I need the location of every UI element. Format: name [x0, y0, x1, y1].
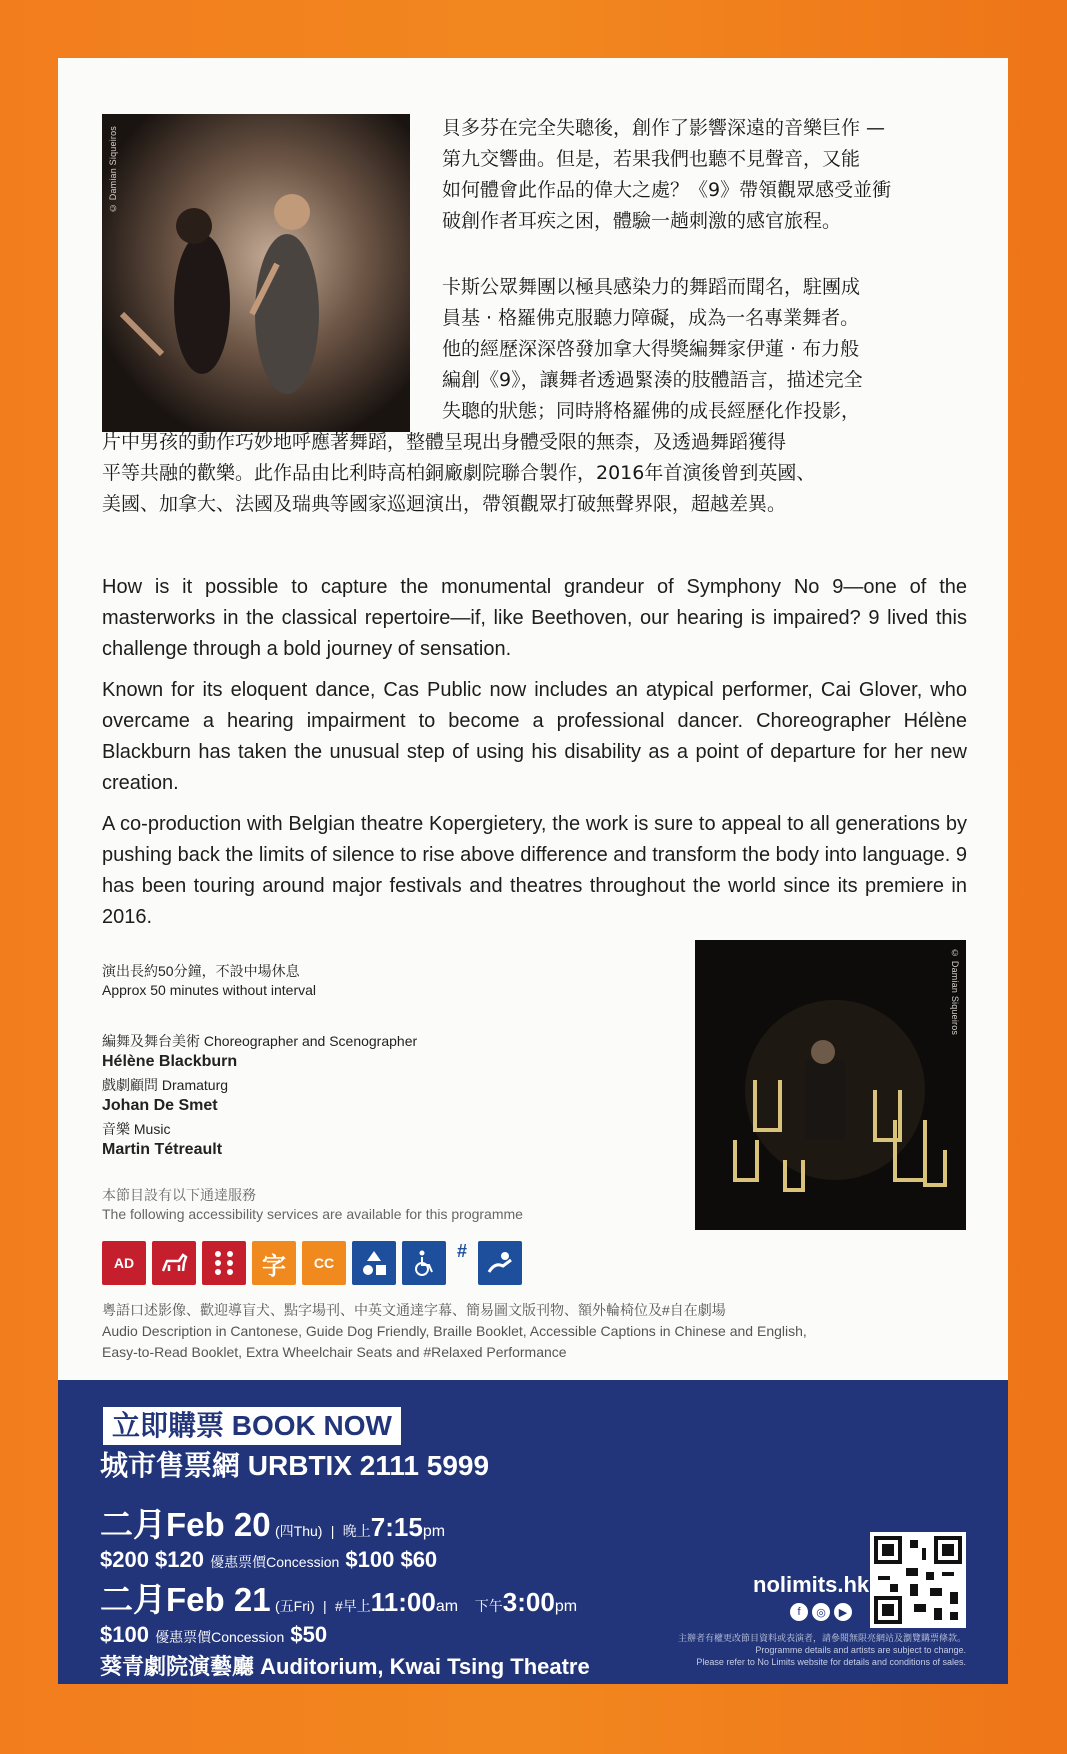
accessibility-description: [102, 1300, 807, 1363]
book-now-label: 立即購票 BOOK NOW: [103, 1407, 401, 1445]
show-feb-20: 二月Feb 20 (四Thu) | 晚上7:15pm $200 $120 優惠票價Concession $100 $60: [100, 1506, 446, 1572]
youtube-icon[interactable]: ▶: [834, 1603, 852, 1621]
chinese-intro-line: 如何體會此作品的偉大之處？《9》帶領觀眾感受並衝: [442, 179, 892, 201]
chinese-body-narrow: [442, 272, 967, 427]
accessibility-desc-en: Easy-to-Read Booklet, Extra Wheelchair Seats and #Relaxed Performance: [102, 1344, 567, 1360]
photo-credit: © Damian Siqueiros: [108, 126, 118, 214]
urbtix-hotline: 城市售票網 URBTIX 2111 5999: [100, 1450, 490, 1481]
concession-prices: $50: [290, 1622, 328, 1647]
easy-read-icon: [352, 1241, 396, 1285]
instagram-icon[interactable]: ◎: [812, 1603, 830, 1621]
disclaimer-en: Please refer to No Limits website for details and conditions of sales.: [696, 1657, 966, 1667]
chinese-body-line: 員基 · 格羅佛克服聽力障礙，成為一名專業舞者。: [442, 307, 860, 329]
disclaimer-en: Programme details and artists are subject to change.: [755, 1645, 966, 1655]
accessibility-desc-zh: 粵語口述影像、歡迎導盲犬、點字場刊、中英文通達字幕、簡易圖文版刊物、額外輪椅位及#自在劇場: [102, 1302, 726, 1318]
chinese-captions-icon: 字: [252, 1241, 296, 1285]
show-day: (四Thu): [275, 1523, 323, 1539]
disclaimer-zh: 主辦者有權更改節目資料或表演者，請參閱無限亮網站及瀏覽購票條款。: [677, 1633, 966, 1643]
chinese-body-line: 卡斯公眾舞團以極具感染力的舞蹈而聞名，駐團成: [442, 276, 861, 298]
credit-role: 戲劇顧問 Dramaturg: [102, 1077, 229, 1093]
website-link[interactable]: nolimits.hk: [753, 1572, 870, 1597]
facebook-icon[interactable]: f: [790, 1603, 808, 1621]
show-time: 7:15: [370, 1512, 423, 1542]
show-ampm: pm: [422, 1523, 446, 1540]
dance-photo-chairs: [695, 940, 966, 1230]
concession-label: 優惠票價Concession: [155, 1629, 285, 1645]
closed-captions-icon: CC: [302, 1241, 346, 1285]
chinese-body-line: 美國、加拿大、法國及瑞典等國家巡迴演出，帶領觀眾打破無聲界限，超越差異。: [102, 493, 787, 515]
credit-name: Martin Tétreault: [102, 1141, 223, 1158]
concession-label: 優惠票價Concession: [210, 1554, 340, 1570]
chinese-body-line: 編創《9》，讓舞者透過緊湊的肢體語言，描述完全: [442, 369, 863, 391]
show-date: 二月Feb 20: [100, 1506, 271, 1543]
venue: 葵青劇院演藝廳 Auditorium, Kwai Tsing Theatre: [100, 1654, 590, 1679]
credits-list: [102, 1032, 417, 1164]
chinese-body-line: 片中男孩的動作巧妙地呼應著舞蹈，整體呈現出身體受限的無柰，及透過舞蹈獲得: [102, 431, 787, 453]
chinese-intro-line: 破創作者耳疾之困，體驗一趟刺激的感官旅程。: [442, 210, 842, 232]
show-day: (五Fri): [275, 1598, 315, 1614]
show-feb-21: 二月Feb 21 (五Fri) | #早上11:00am 下午3:00pm $100 優惠票價Concession $50: [100, 1581, 578, 1647]
chinese-intro-line: 貝多芬在完全失聰後，創作了影響深遠的音樂巨作 —: [442, 117, 886, 139]
dance-photo-duo: [102, 114, 410, 432]
photo-credit: © Damian Siqueiros: [950, 948, 960, 1036]
show-time: 3:00: [502, 1587, 555, 1617]
show-ampm: pm: [554, 1598, 578, 1615]
social-icons: [790, 1603, 852, 1621]
duration: [102, 962, 316, 1000]
show-period: 晚上: [342, 1523, 371, 1539]
accessibility-title-zh: 本節目設有以下通達服務: [102, 1187, 256, 1203]
chinese-intro: [442, 113, 967, 237]
accessibility-icons: [102, 1241, 522, 1285]
credit-role: 編舞及舞台美術 Choreographer and Scenographer: [102, 1033, 418, 1049]
credit-name: Hélène Blackburn: [102, 1053, 238, 1070]
disclaimer: [640, 1632, 966, 1668]
chinese-body-wide: [102, 427, 967, 520]
braille-icon: [202, 1241, 246, 1285]
accessibility-title: [102, 1186, 523, 1224]
relaxed-mark: #: [334, 1598, 343, 1614]
audio-description-icon: AD: [102, 1241, 146, 1285]
relaxed-performance-icon: [478, 1241, 522, 1285]
credit-name: Johan De Smet: [102, 1097, 218, 1114]
relaxed-mark-icon: #: [456, 1241, 467, 1261]
english-paragraph: How is it possible to capture the monumental grandeur of Symphony No 9—one of the masterworks in the classical repertoire—if, like Beethoven, our hearing is impaired? 9 lived this challenge through a bold journey of sensation.: [102, 576, 967, 660]
english-paragraph: Known for its eloquent dance, Cas Public now includes an atypical performer, Cai Glover, who overcame a hearing impairment to become a professional dancer. Choreographer Hélène Blackburn has taken the unusual step of using his disability as a point of departure for her new creation.: [102, 679, 967, 794]
chinese-intro-line: 第九交響曲。但是，若果我們也聽不見聲音，又能: [442, 148, 861, 170]
show-prices: $200 $120: [100, 1547, 204, 1572]
duration-zh: 演出長約50分鐘，不設中場休息: [102, 963, 300, 979]
chinese-body-line: 失聰的狀態；同時將格羅佛的成長經歷化作投影，: [442, 400, 861, 422]
wheelchair-icon: [402, 1241, 446, 1285]
english-description: [102, 572, 967, 943]
guide-dog-icon: [152, 1241, 196, 1285]
show-period: 早上: [342, 1598, 371, 1614]
concession-prices: $100 $60: [345, 1547, 438, 1572]
qr-code[interactable]: [870, 1532, 966, 1628]
show-time: 11:00: [370, 1587, 436, 1617]
show-prices: $100: [100, 1622, 149, 1647]
english-paragraph: A co-production with Belgian theatre Kopergietery, the work is sure to appeal to all generations by pushing back the limits of silence to rise above difference and transform the body into language. 9 has been touring around major festivals and theatres throughout the world since its premiere in 2016.: [102, 813, 967, 928]
chinese-body-line: 平等共融的歡樂。此作品由比利時高柏銅廠劇院聯合製作，2016年首演後曾到英國、: [102, 462, 816, 484]
show-date: 二月Feb 21: [100, 1581, 271, 1618]
show-period: 下午: [474, 1598, 503, 1614]
accessibility-title-en: The following accessibility services are available for this programme: [102, 1206, 523, 1222]
credit-role: 音樂 Music: [102, 1121, 171, 1137]
show-ampm: am: [435, 1598, 459, 1615]
chinese-body-line: 他的經歷深深啓發加拿大得獎編舞家伊蓮 · 布力般: [442, 338, 860, 360]
duration-en: Approx 50 minutes without interval: [102, 982, 316, 998]
accessibility-desc-en: Audio Description in Cantonese, Guide Dog Friendly, Braille Booklet, Accessible Captions in Chinese and English,: [102, 1323, 807, 1339]
